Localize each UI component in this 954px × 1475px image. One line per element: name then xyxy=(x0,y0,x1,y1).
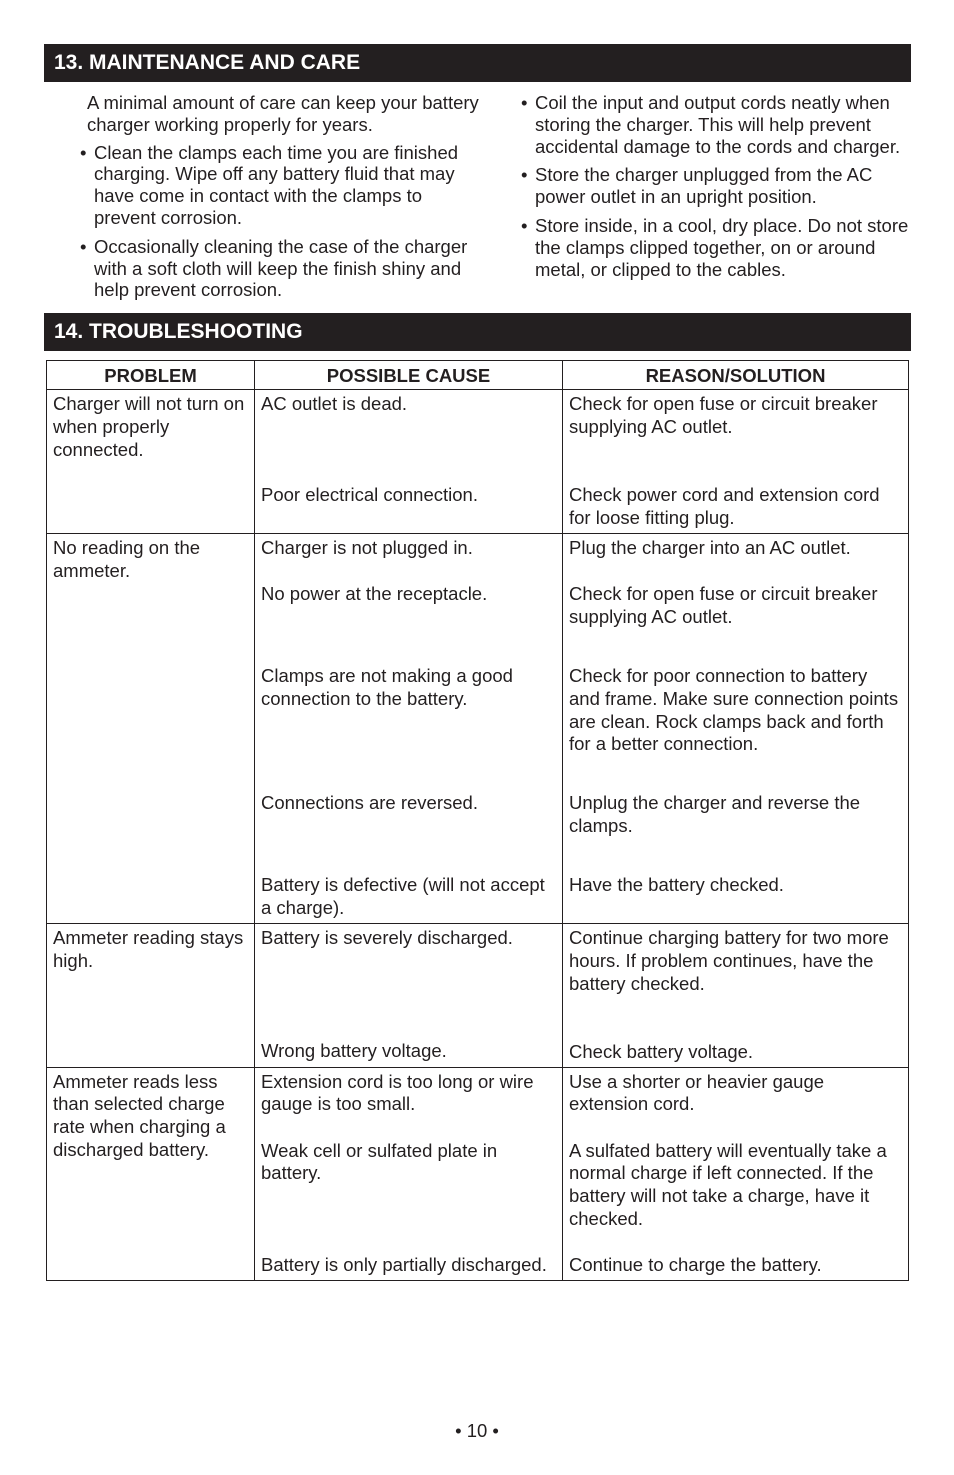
troubleshooting-table xyxy=(46,360,909,1281)
solution-text: Check for open fuse or circuit breaker supplying AC outlet. xyxy=(569,393,878,437)
cause-text: No power at the receptacle. xyxy=(261,583,488,604)
header-problem: PROBLEM xyxy=(47,361,255,390)
cause-text: Battery is only partially discharged. xyxy=(261,1253,547,1275)
maintenance-bullet: • Store inside, in a cool, dry place. Do not store the clamps clipped together, on or around metal, or clipped to the cables. xyxy=(521,214,909,280)
cause-text: Battery is severely discharged. xyxy=(261,927,513,949)
problem-cell: No reading on the ammeter. xyxy=(47,534,255,924)
solution-cell xyxy=(563,924,909,1067)
maintenance-bullet: • Coil the input and output cords neatly when storing the charger. This will help prevent accidental damage to the cords and charger. xyxy=(521,92,901,157)
solution-text: Check for open fuse or circuit breaker supplying AC outlet. xyxy=(569,583,878,627)
cause-cell xyxy=(255,390,563,534)
maintenance-intro: A minimal amount of care can keep your battery charger working properly for years. xyxy=(87,92,479,135)
cause-text: Weak cell or sulfated plate in battery. xyxy=(261,1139,498,1184)
solution-text: Use a shorter or heavier gauge extension cord. xyxy=(569,1070,825,1115)
cause-text: AC outlet is dead. xyxy=(261,393,408,414)
cause-text: Extension cord is too long or wire gauge is too small. xyxy=(261,1070,534,1115)
cause-text: Clamps are not making a good connection to the battery. xyxy=(261,665,513,709)
solution-text: A sulfated battery will eventually take a normal charge if left connected. If the battery will not take a charge, have it checked. xyxy=(569,1139,887,1229)
header-reason-solution: REASON/SOLUTION xyxy=(563,361,909,390)
problem-cell: Ammeter reading stays high. xyxy=(47,924,255,1067)
problem-cell: Ammeter reads less than selected charge rate when charging a discharged battery. xyxy=(47,1067,255,1280)
cause-cell xyxy=(255,924,563,1067)
table-row xyxy=(47,924,909,1067)
maintenance-bullet: • Store the charger unplugged from the AC power outlet in an upright position. xyxy=(521,164,873,208)
table-row xyxy=(47,390,909,534)
solution-text: Check battery voltage. xyxy=(569,1040,754,1062)
solution-cell xyxy=(563,390,909,534)
cause-cell xyxy=(255,1067,563,1280)
solution-cell xyxy=(563,534,909,924)
cause-text: Poor electrical connection. xyxy=(261,484,478,505)
solution-text: Have the battery checked. xyxy=(569,874,784,896)
cause-text: Battery is defective (will not accept a charge). xyxy=(261,874,545,918)
maintenance-bullet: • Occasionally cleaning the case of the charger with a soft cloth will keep the finish shiny and help prevent corrosion. xyxy=(80,235,468,301)
maintenance-bullet: • Clean the clamps each time you are finished charging. Wipe off any battery fluid that may have come in contact with the clamps to prevent corrosion. xyxy=(80,141,459,228)
cause-cell xyxy=(255,534,563,924)
maintenance-section-title: 13. MAINTENANCE AND CARE xyxy=(44,44,911,82)
solution-text: Continue to charge the battery. xyxy=(569,1253,822,1275)
troubleshooting-section-title: 14. TROUBLESHOOTING xyxy=(44,313,911,351)
cause-text: Connections are reversed. xyxy=(261,792,478,813)
header-possible-cause: POSSIBLE CAUSE xyxy=(255,361,563,390)
solution-text: Plug the charger into an AC outlet. xyxy=(569,537,851,558)
solution-text: Unplug the charger and reverse the clamps. xyxy=(569,792,861,836)
solution-cell xyxy=(563,1067,909,1280)
cause-text: Charger is not plugged in. xyxy=(261,537,473,558)
table-row xyxy=(47,534,909,924)
page-number: • 10 • xyxy=(455,1420,499,1441)
solution-text: Check power cord and extension cord for loose fitting plug. xyxy=(569,484,880,528)
cause-text: Wrong battery voltage. xyxy=(261,1040,447,1062)
table-header-row xyxy=(47,361,909,390)
maintenance-left-column xyxy=(80,92,480,308)
solution-text: Check for poor connection to battery and frame. Make sure connection points are clean. Rock clamps back and forth for a better connection. xyxy=(569,665,899,755)
problem-cell: Charger will not turn on when properly connected. xyxy=(47,390,255,534)
table-row xyxy=(47,1067,909,1280)
solution-text: Continue charging battery for two more hours. If problem continues, have the battery checked. xyxy=(569,927,889,994)
maintenance-right-column xyxy=(521,92,916,287)
